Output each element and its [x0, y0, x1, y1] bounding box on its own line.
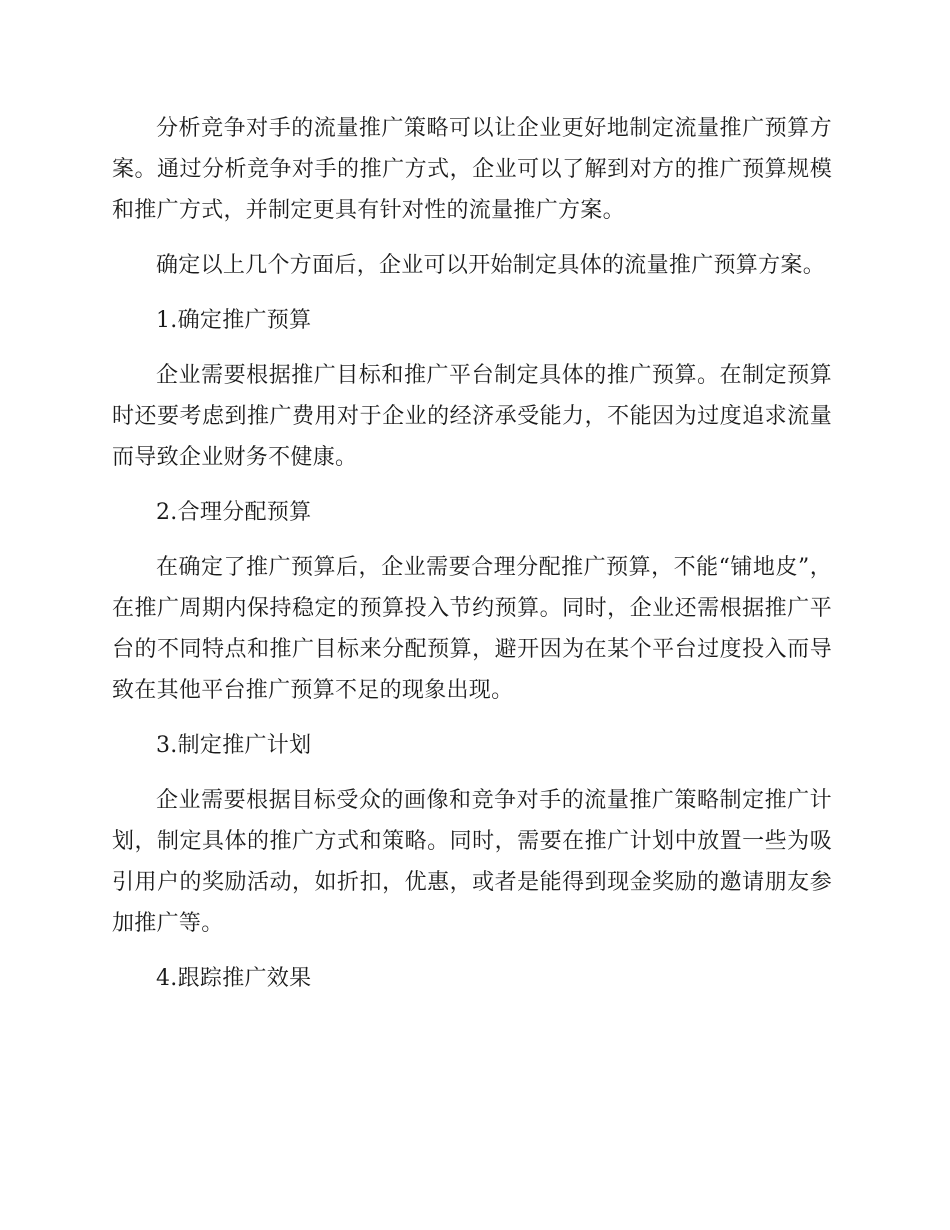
paragraph-start-budget: 确定以上几个方面后，企业可以开始制定具体的流量推广预算方案。 — [156, 253, 826, 278]
paragraph-determine-budget: 企业需要根据推广目标和推广平台制定具体的推广预算。在制定预算时还要考虑到推广费用对于企业的经济承受能力，不能因为过度追求流量而导致企业财务不健康。 — [112, 363, 832, 470]
paragraph-allocate-budget: 在确定了推广预算后，企业需要合理分配推广预算，不能“铺地皮”，在推广周期内保持稳定的预算投入节约预算。同时，企业还需根据推广平台的不同特点和推广目标来分配预算，避开因为在某个平台过度投入而导致在其他平台推广预算不足的现象出现。 — [112, 555, 832, 703]
heading-promotion-plan: 3.制定推广计划 — [156, 733, 312, 758]
document-body — [112, 108, 832, 1013]
paragraph-competitor-analysis: 分析竞争对手的流量推广策略可以让企业更好地制定流量推广预算方案。通过分析竞争对手的推广方式，企业可以了解到对方的推广预算规模和推广方式，并制定更具有针对性的流量推广方案。 — [112, 116, 832, 223]
heading-track-effect: 4.跟踪推广效果 — [156, 966, 312, 991]
heading-allocate-budget: 2.合理分配预算 — [156, 500, 312, 525]
heading-determine-budget: 1.确定推广预算 — [156, 308, 312, 333]
paragraph-promotion-plan: 企业需要根据目标受众的画像和竞争对手的流量推广策略制定推广计划，制定具体的推广方式和策略。同时，需要在推广计划中放置一些为吸引用户的奖励活动，如折扣，优惠，或者是能得到现金奖励的邀请朋友参加推广等。 — [112, 788, 832, 936]
